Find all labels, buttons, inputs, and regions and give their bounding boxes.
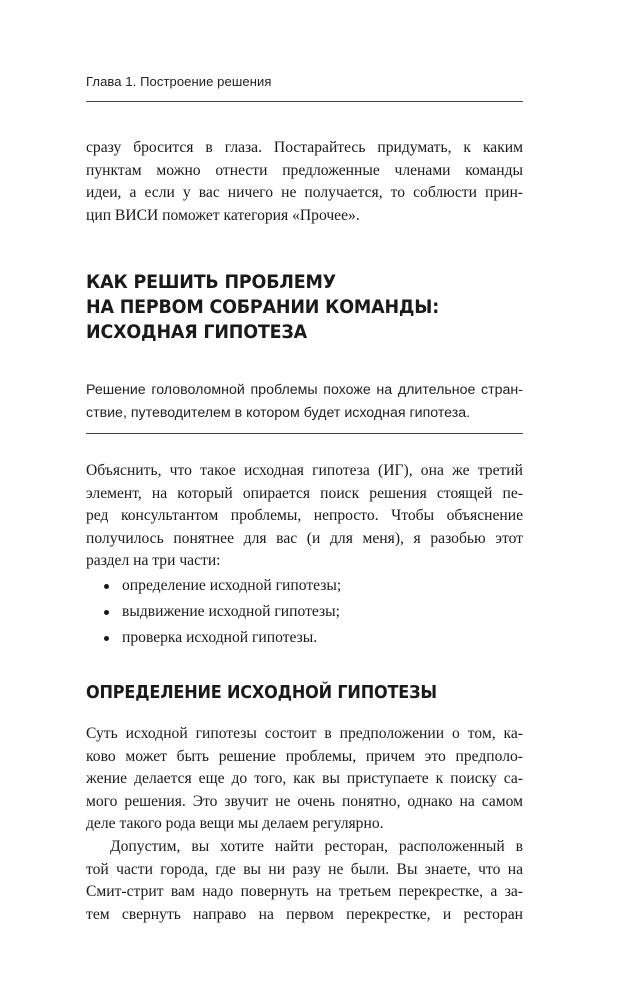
list-item-text: определение исходной гипотезы; xyxy=(122,577,342,594)
running-head: Глава 1. Построение решения xyxy=(86,74,272,89)
text-line: тем свернуть направо на первом перекрестке, и ресторан xyxy=(86,905,523,923)
text-line: той части города, где вы ни разу не были. Вы знаете, что на xyxy=(86,860,523,878)
lead-line: Решение головоломной проблемы похоже на длительное стран- xyxy=(86,382,523,398)
heading-line: НА ПЕРВОМ СОБРАНИИ КОМАНДЫ: xyxy=(86,296,440,318)
bullet-icon xyxy=(104,636,109,641)
text-line: цип ВИСИ поможет категория «Прочее». xyxy=(86,206,360,224)
list-item-text: проверка исходной гипотезы. xyxy=(122,629,318,646)
text-line: жение делается еще до того, как вы приступаете к поиску са- xyxy=(86,770,523,787)
explain-paragraph xyxy=(86,460,523,573)
bullet-icon xyxy=(104,584,109,589)
subheading: ОПРЕДЕЛЕНИЕ ИСХОДНОЙ ГИПОТЕЗЫ xyxy=(86,683,437,703)
text-line: Объяснить, что такое исходная гипотеза (ИГ), она же третий xyxy=(86,462,523,479)
list-item xyxy=(104,625,524,651)
text-line: деле такого рода вещи мы делаем регулярно. xyxy=(86,815,384,832)
definition-paragraph xyxy=(86,723,523,836)
bullet-icon xyxy=(104,610,109,615)
bullet-list xyxy=(104,573,524,651)
text-line: пунктам можно отнести предложенные членами команды xyxy=(86,161,523,179)
text-line: идеи, а если у вас ничего не получается, то соблюсти прин- xyxy=(86,184,523,201)
header-rule xyxy=(86,101,523,102)
text-line: ред консультантом проблемы, непросто. Чтобы объяснение xyxy=(86,507,523,524)
text-line: Допустим, вы хотите найти ресторан, расположенный в xyxy=(110,838,523,855)
heading-line: ИСХОДНАЯ ГИПОТЕЗА xyxy=(86,321,308,343)
lead-line: ствие, путеводителем в котором будет исходная гипотеза. xyxy=(86,405,471,421)
text-line: раздел на три части: xyxy=(86,552,221,569)
list-item-text: выдвижение исходной гипотезы; xyxy=(122,603,340,620)
lead-text xyxy=(86,379,523,425)
list-item xyxy=(104,599,524,625)
text-line: ково может быть решение проблемы, причем это предполо- xyxy=(86,747,523,765)
text-line: мого решения. Это звучит не очень понятно, однако на самом xyxy=(86,792,523,810)
intro-paragraph xyxy=(86,137,523,227)
list-item xyxy=(104,573,524,599)
lead-rule xyxy=(86,433,523,434)
text-line: Суть исходной гипотезы состоит в предположении о том, ка- xyxy=(86,725,523,742)
text-line: сразу бросится в глаза. Постарайтесь придумать, к каким xyxy=(86,139,523,156)
text-line: Смит-стрит вам надо повернуть на третьем перекрестке, а за- xyxy=(86,883,523,900)
example-paragraph xyxy=(86,836,523,926)
section-heading xyxy=(86,270,488,345)
text-line: элемент, на который опирается поиск решения стоящей пе- xyxy=(86,484,523,502)
text-line: получилось понятнее для вас (и для меня), я разобью этот xyxy=(86,529,523,547)
heading-line: КАК РЕШИТЬ ПРОБЛЕМУ xyxy=(86,271,336,293)
